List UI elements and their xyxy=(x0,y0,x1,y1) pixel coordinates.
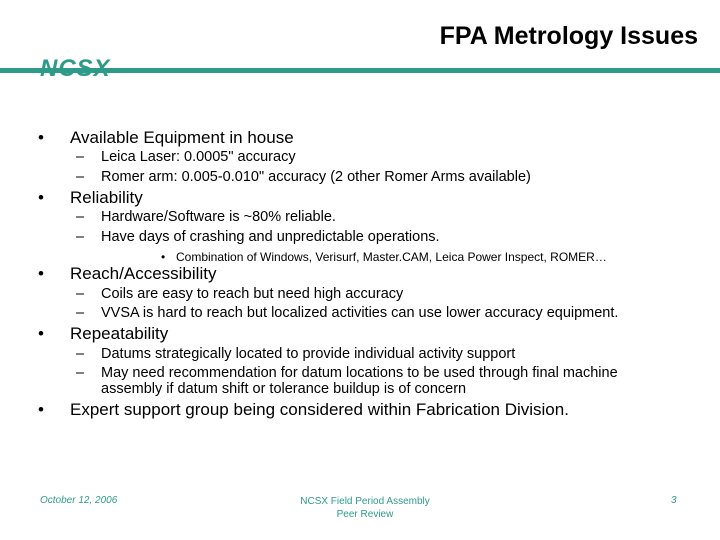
sub-bullet: Leica Laser: 0.0005" accuracy xyxy=(101,149,296,165)
footer-center-line2: Peer Review xyxy=(336,509,394,520)
dash-icon: – xyxy=(76,305,85,321)
sub-sub-bullet: Combination of Windows, Verisurf, Master.CAM, Leica Power Inspect, ROMER… xyxy=(176,250,607,264)
bullet-reliability: Reliability xyxy=(70,188,143,207)
bullet-repeatability: Repeatability xyxy=(70,324,169,343)
bullet-dot-icon: • xyxy=(161,250,166,264)
bullet-dot-icon: • xyxy=(38,188,44,207)
dash-icon: – xyxy=(76,365,85,381)
dash-icon: – xyxy=(76,286,85,302)
sub-bullet: Datums strategically located to provide individual activity support xyxy=(101,346,516,362)
ncsx-logo: NCSX xyxy=(40,55,111,82)
bullet-dot-icon: • xyxy=(38,324,44,343)
sub-bullet: Hardware/Software is ~80% reliable. xyxy=(101,209,336,225)
page-number: 3 xyxy=(671,495,677,506)
sub-bullet-continuation: assembly if datum shift or tolerance buildup is of concern xyxy=(101,381,467,397)
page-title: FPA Metrology Issues xyxy=(439,22,698,50)
sub-bullet: Have days of crashing and unpredictable operations. xyxy=(101,229,440,245)
sub-bullet: Coils are easy to reach but need high accuracy xyxy=(101,286,404,302)
dash-icon: – xyxy=(76,169,85,185)
footer-center-line1: NCSX Field Period Assembly xyxy=(300,496,430,507)
bullet-dot-icon: • xyxy=(38,400,44,419)
bullet-expert-support: Expert support group being considered within Fabrication Division. xyxy=(70,400,569,419)
dash-icon: – xyxy=(76,149,85,165)
footer-center xyxy=(260,495,470,521)
dash-icon: – xyxy=(76,229,85,245)
bullet-reach-accessibility: Reach/Accessibility xyxy=(70,264,217,283)
sub-bullet: Romer arm: 0.005-0.010" accuracy (2 other Romer Arms available) xyxy=(101,169,531,185)
sub-bullet: VVSA is hard to reach but localized activities can use lower accuracy equipment. xyxy=(101,305,619,321)
dash-icon: – xyxy=(76,209,85,225)
sub-bullet: May need recommendation for datum locations to be used through final machine xyxy=(101,365,618,381)
bullet-dot-icon: • xyxy=(38,264,44,283)
bullet-available-equipment: Available Equipment in house xyxy=(70,128,294,147)
footer-date: October 12, 2006 xyxy=(40,495,118,506)
dash-icon: – xyxy=(76,346,85,362)
bullet-dot-icon: • xyxy=(38,128,44,147)
